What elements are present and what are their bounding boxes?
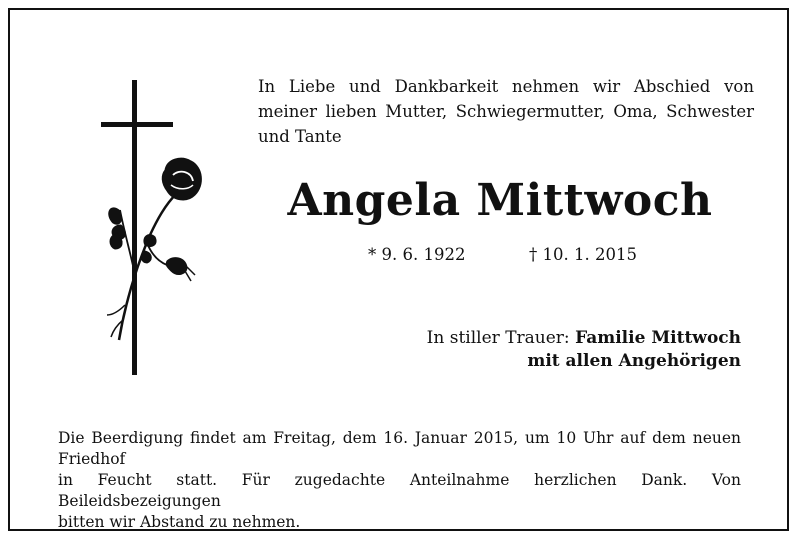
cross-icon (101, 80, 173, 375)
birth-date: * 9. 6. 1922 (368, 245, 466, 264)
mourners-family: Familie Mittwoch (575, 328, 741, 348)
funeral-line-2: in Feucht statt. Für zugedachte Anteilnahme herzlichen Dank. Von Beileidsbezeigungen (58, 471, 741, 510)
funeral-line-3: bitten wir Abstand zu nehmen. (58, 513, 301, 531)
intro-line-1: In Liebe und Dankbarkeit nehmen wir Abschied von (258, 77, 754, 96)
mourning-prefix: In stiller Trauer: (426, 328, 570, 348)
rose-icon (107, 158, 201, 340)
funeral-line-1: Die Beerdigung findet am Freitag, dem 16. Januar 2015, um 10 Uhr auf dem neuen Friedhof (58, 429, 741, 468)
intro-line-2: meiner lieben Mutter, Schwiegermutter, Oma, Schwester (258, 102, 754, 121)
deceased-name: Angela Mittwoch (287, 175, 713, 226)
mourners-block (427, 327, 741, 373)
intro-text (258, 74, 754, 149)
intro-line-3: und Tante (258, 127, 342, 146)
death-date: † 10. 1. 2015 (529, 245, 637, 264)
mourners-relatives: mit allen Angehörigen (527, 351, 741, 371)
cross-rose-emblem (95, 75, 205, 380)
funeral-notice (58, 428, 741, 533)
